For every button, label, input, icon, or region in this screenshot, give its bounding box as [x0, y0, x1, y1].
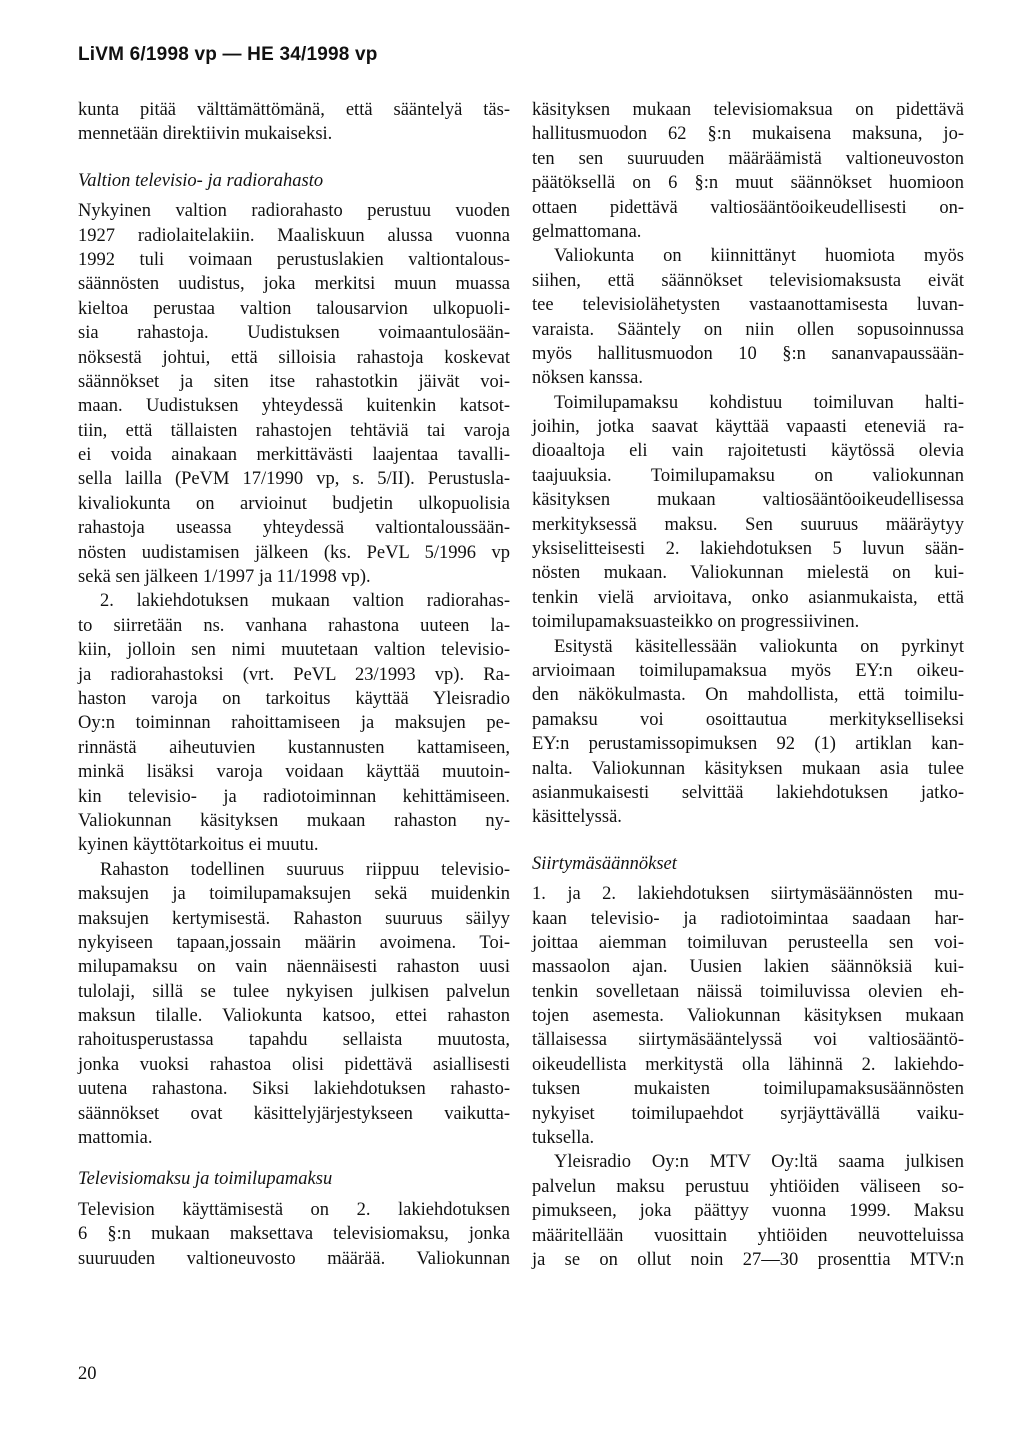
text-line: tuksen mukaisten toimilupamaksusäännösten: [532, 1079, 964, 1100]
paragraph: [78, 199, 510, 589]
text-line: arvioimaan toimilupamaksua myös EY:n oikeu-: [532, 660, 964, 681]
text-line: 1992 tuli voimaan perustuslakien valtiontalous-: [78, 249, 510, 270]
paragraph: [532, 244, 964, 390]
text-line: rahoitusperustassa tapahdu sellaista muutosta,: [78, 1030, 510, 1051]
text-line: säännökset ja siten itse rahastotkin jäivät voi-: [78, 371, 510, 392]
text-line: jonka vuoksi rahastoa olisi pidettävä asiallisesti: [78, 1054, 510, 1075]
paragraph: [532, 1150, 964, 1272]
text-line: mennetään direktiivin mukaiseksi.: [78, 124, 333, 145]
text-line: maksujen ja toimilupamaksujen sekä muidenkin: [78, 884, 510, 905]
paragraph: [532, 882, 964, 1150]
paragraph: [532, 98, 964, 244]
text-line: myös hallitusmuodon 10 §:n sananvapaussään-: [532, 343, 964, 364]
text-line: uutena rahastona. Siksi lakiehdotuksen rahasto-: [78, 1079, 510, 1100]
text-line: tee televisiolähetysten vastaanottamisesta luvan-: [532, 295, 964, 316]
text-line: Oy:n toiminnan rahoittamiseen ja maksujen pe-: [78, 713, 510, 734]
text-line: milupamaksu on vain näennäisesti rahaston uusi: [78, 957, 510, 978]
text-line: kiin, jolloin sen nimi muutetaan valtion televisio-: [78, 640, 510, 661]
text-line: kyinen käyttötarkoitus ei muutu.: [78, 835, 319, 856]
text-line: tenkin vielä arvioitava, onko asianmukaista, että: [532, 587, 964, 608]
text-line: tällaisessa siirtymäsääntelyssä voi valtiosääntö-: [532, 1030, 964, 1051]
text-line: ja se on ollut noin 27—30 prosenttia MTV:n: [532, 1249, 964, 1270]
text-line: maksun tilalle. Valiokunta katsoo, ettei rahaston: [78, 1006, 510, 1027]
text-line: Valiokunta on kiinnittänyt huomiota myös: [554, 246, 964, 267]
text-line: 1. ja 2. lakiehdotuksen siirtymäsäännösten mu-: [532, 884, 964, 905]
text-line: 1927 radiolaitelakiin. Maaliskuun alussa vuonna: [78, 225, 510, 246]
text-line: säännösten uudistus, joka merkitsi muun muassa: [78, 274, 510, 295]
text-line: asianmukaisesti selvittää lakiehdotuksen jatko-: [532, 782, 964, 803]
text-line: to siirretään ns. vanhana rahastona uuteen la-: [78, 615, 510, 636]
text-line: kivaliokunta on arvioinut budjetin ulkopuolisia: [78, 493, 510, 514]
text-line: nösten uudistamisen jälkeen (ks. PeVL 5/1996 vp: [78, 542, 510, 563]
text-line: joihin, jotka saavat käyttää vapaasti eteneviä ra-: [532, 417, 964, 438]
text-line: joittaa aiemman toimiluvan perusteella sen voi-: [532, 932, 964, 953]
text-line: 2. lakiehdotuksen mukaan valtion radiorahas-: [100, 591, 510, 612]
text-line: ten sen suuruuden määräämistä valtioneuvoston: [532, 148, 964, 169]
text-line: varaista. Sääntely on niin ollen sopusoinnussa: [532, 319, 964, 340]
document-header: LiVM 6/1998 vp — HE 34/1998 vp: [78, 44, 378, 65]
text-line: maksujen kertymisestä. Rahaston suuruus säilyy: [78, 908, 510, 929]
text-line: tiin, että tällaisten rahastojen tehtäviä tai varoja: [78, 420, 510, 441]
text-line: nösten mukaan. Valiokunnan mielestä on kui-: [532, 563, 964, 584]
paragraph: [532, 635, 964, 830]
text-line: oikeudellista merkitystä olla lähinnä 2. lakiehdo-: [532, 1054, 964, 1075]
text-line: Rahaston todellinen suuruus riippuu televisio-: [100, 859, 510, 880]
page-number: 20: [78, 1364, 97, 1384]
text-line: Television käyttämisestä on 2. lakiehdotuksen: [78, 1199, 510, 1220]
paragraph: [78, 1198, 510, 1271]
text-line: sella lailla (PeVM 17/1990 vp, s. 5/II). Perustusla-: [78, 469, 510, 490]
text-line: pimukseen, joka päättyy vuonna 1999. Maksu: [532, 1201, 964, 1222]
text-line: taajuuksia. Toimilupamaksu on valiokunnan: [532, 465, 964, 486]
text-line: sekä sen jälkeen 1/1997 ja 11/1998 vp).: [78, 567, 371, 588]
text-line: Toimilupamaksu kohdistuu toimiluvan halti-: [554, 392, 964, 413]
paragraph: [78, 98, 510, 147]
text-line: yksiselitteisesti 2. lakiehdotuksen 5 luvun sään-: [532, 539, 964, 560]
paragraph: [78, 858, 510, 1151]
text-line: tuksella.: [532, 1128, 595, 1149]
text-line: ja radiorahastoksi (vrt. PeVL 23/1993 vp). Ra-: [78, 664, 510, 685]
text-line: massaolon ajan. Uusien lakien säännöksiä kui-: [532, 957, 964, 978]
text-line: haston varoja on tarkoitus käyttää Yleisradio: [78, 689, 510, 709]
text-line: tulolaji, sillä se tulee nykyisen julkisen palvelun: [78, 981, 510, 1002]
text-line: ottaen pidettävä valtiosääntöoikeudellisesti on-: [532, 197, 964, 218]
text-line: määritellään vuosittain yhtiöiden neuvotteluissa: [532, 1225, 964, 1246]
text-line: tenkin sovelletaan näissä toimiluvissa olevien eh-: [532, 981, 964, 1002]
text-line: pamaksu voi osoittautua merkitykselliseksi: [532, 709, 964, 730]
section-heading: Siirtymäsäännökset: [532, 853, 677, 874]
text-line: tojen asemesta. Valiokunnan käsityksen mukaan: [532, 1006, 964, 1027]
text-line: hallitusmuodon 62 §:n mukaisena maksuna, jo-: [532, 124, 964, 145]
text-line: maan. Uudistuksen yhteydessä kuitenkin katsot-: [78, 396, 510, 417]
section-heading: Valtion televisio- ja radiorahasto: [78, 170, 324, 191]
text-line: käsityksen mukaan televisiomaksua on pidettävä: [532, 100, 964, 120]
section-heading: Televisiomaksu ja toimilupamaksu: [78, 1169, 333, 1190]
text-line: Nykyinen valtion radiorahasto perustuu vuoden: [78, 201, 510, 222]
text-line: nykyiset toimilupaehdot syrjäyttävällä vaiku-: [532, 1103, 964, 1124]
text-line: kieltoa perustaa valtion talousarvion ulkopuoli-: [78, 298, 510, 319]
paragraph: [78, 589, 510, 857]
text-line: kin televisio- ja radiotoiminnan kehittämiseen.: [78, 786, 510, 807]
text-line: gelmattomana.: [532, 221, 642, 242]
text-line: siihen, että säännökset televisiomaksusta eivät: [532, 270, 964, 291]
text-line: nykyiseen tapaan,jossain määrin avoimena. Toi-: [78, 932, 510, 953]
text-line: Valiokunnan käsityksen mukaan rahaston ny-: [78, 810, 510, 831]
text-line: minkä lisäksi varoja voidaan käyttää muutoin-: [78, 762, 510, 783]
paragraph: [532, 391, 964, 635]
text-line: sia rahastoja. Uudistuksen voimaantulosään-: [78, 323, 510, 344]
text-line: nalta. Valiokunnan käsityksen mukaan asia tulee: [532, 758, 964, 779]
text-line: Yleisradio Oy:n MTV Oy:ltä saama julkisen: [554, 1152, 964, 1173]
text-line: nöksestä johtui, että silloisia rahastoja koskevat: [78, 347, 510, 368]
text-line: rahastoja useassa yhteydessä valtiontaloussään-: [78, 518, 510, 539]
text-line: suuruuden valtioneuvosto määrää. Valiokunnan: [78, 1248, 510, 1269]
text-line: säännökset ovat käsittelyjärjestykseen vaikutta-: [78, 1103, 510, 1124]
text-line: merkityksessä maksu. Sen suuruus määräytyy: [532, 514, 964, 535]
text-line: dioaaltoja eli vain rajoitetusti käytössä olevia: [532, 441, 964, 462]
text-line: den näkökulmasta. On mahdollista, että toimilu-: [532, 685, 964, 706]
text-line: EY:n perustamissopimuksen 92 (1) artiklan kan-: [532, 734, 964, 755]
text-line: kunta pitää välttämättömänä, että sääntelyä täs-: [78, 100, 510, 120]
text-line: käsittelyssä.: [532, 807, 622, 828]
text-line: käsityksen mukaan valtiosääntöoikeudellisessa: [532, 490, 964, 511]
text-line: päätöksellä on 6 §:n muut säännökset huomioon: [532, 173, 964, 194]
text-line: kaan televisio- ja radiotoimintaa saadaan har-: [532, 908, 964, 929]
left-column: [78, 98, 510, 1271]
right-column: [532, 98, 964, 1272]
text-line: Esitystä käsitellessään valiokunta on pyrkinyt: [554, 636, 964, 657]
text-line: nöksen kanssa.: [532, 368, 643, 389]
text-line: mattomia.: [78, 1128, 153, 1149]
text-line: rinnästä aiheutuvien kustannusten kattamiseen,: [78, 737, 510, 758]
text-line: palvelun maksu perustuu yhtiöiden väliseen so-: [532, 1176, 964, 1197]
text-line: toimilupamaksuasteikko on progressiivinen.: [532, 612, 860, 633]
text-line: ei voida ainakaan merkittävästi laajentaa tavalli-: [78, 445, 510, 466]
text-line: 6 §:n mukaan maksettava televisiomaksu, jonka: [78, 1224, 510, 1245]
